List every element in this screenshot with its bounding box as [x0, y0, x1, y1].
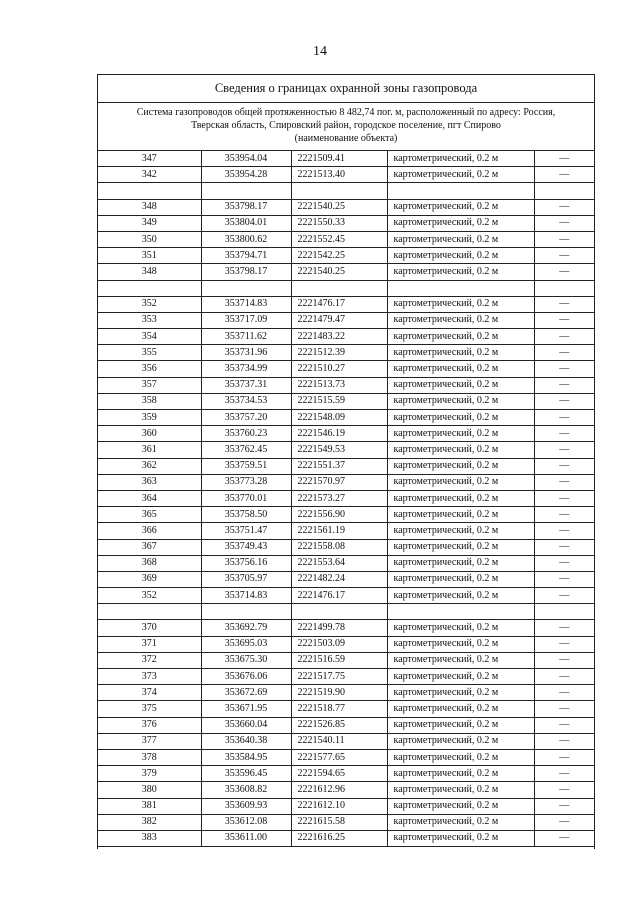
point-number-cell: 376 [98, 717, 201, 733]
x-coordinate-cell: 353757.20 [201, 410, 291, 426]
x-coordinate-cell: 353751.47 [201, 523, 291, 539]
table-title: Сведения о границах охранной зоны газопровода [98, 75, 594, 103]
point-number-cell: 358 [98, 393, 201, 409]
description-cell: — [534, 749, 594, 765]
table-row [98, 539, 594, 555]
x-coordinate-cell: 353714.83 [201, 296, 291, 312]
page-number: 14 [313, 44, 327, 59]
point-number-cell: 357 [98, 377, 201, 393]
y-coordinate-cell: 2221540.25 [291, 199, 387, 215]
description-cell: — [534, 814, 594, 830]
y-coordinate-cell: 2221503.09 [291, 636, 387, 652]
y-coordinate-cell: 2221612.96 [291, 782, 387, 798]
description-cell: — [534, 393, 594, 409]
description-cell: — [534, 523, 594, 539]
point-number-cell: 373 [98, 669, 201, 685]
point-number-cell: 351 [98, 248, 201, 264]
point-number-cell: 381 [98, 798, 201, 814]
x-coordinate-cell: 353760.23 [201, 426, 291, 442]
table-row [98, 749, 594, 765]
description-cell: — [534, 717, 594, 733]
y-coordinate-cell: 2221516.59 [291, 652, 387, 668]
x-coordinate-cell: 353794.71 [201, 248, 291, 264]
table-row [98, 442, 594, 458]
point-number-cell: 349 [98, 215, 201, 231]
y-coordinate-cell: 2221479.47 [291, 312, 387, 328]
y-coordinate-cell: 2221550.33 [291, 215, 387, 231]
table-row [98, 588, 594, 604]
y-coordinate-cell [291, 604, 387, 620]
table-row [98, 766, 594, 782]
point-number-cell: 355 [98, 345, 201, 361]
method-accuracy-cell: картометрический, 0.2 м [387, 636, 534, 652]
y-coordinate-cell: 2221594.65 [291, 766, 387, 782]
point-number-cell: 350 [98, 231, 201, 247]
description-cell: — [534, 410, 594, 426]
description-cell: — [534, 248, 594, 264]
point-number-cell: 365 [98, 507, 201, 523]
description-cell: — [534, 199, 594, 215]
description-cell: — [534, 507, 594, 523]
method-accuracy-cell: картометрический, 0.2 м [387, 345, 534, 361]
table-row [98, 264, 594, 280]
table-row [98, 312, 594, 328]
object-name-caption: (наименование объекта) [294, 133, 398, 144]
y-coordinate-cell: 2221549.53 [291, 442, 387, 458]
table-row [98, 733, 594, 749]
point-number-cell: 369 [98, 571, 201, 587]
table-row [98, 717, 594, 733]
method-accuracy-cell: картометрический, 0.2 м [387, 393, 534, 409]
y-coordinate-cell: 2221513.73 [291, 377, 387, 393]
method-accuracy-cell: картометрический, 0.2 м [387, 652, 534, 668]
x-coordinate-cell: 353705.97 [201, 571, 291, 587]
description-cell: — [534, 377, 594, 393]
point-number-cell: 367 [98, 539, 201, 555]
x-coordinate-cell: 353734.99 [201, 361, 291, 377]
table-row [98, 490, 594, 506]
x-coordinate-cell: 353695.03 [201, 636, 291, 652]
description-cell: — [534, 669, 594, 685]
x-coordinate-cell [201, 604, 291, 620]
description-cell: — [534, 231, 594, 247]
method-accuracy-cell: картометрический, 0.2 м [387, 523, 534, 539]
x-coordinate-cell: 353758.50 [201, 507, 291, 523]
description-cell: — [534, 571, 594, 587]
x-coordinate-cell: 353611.00 [201, 830, 291, 846]
description-cell: — [534, 782, 594, 798]
x-coordinate-cell: 353737.31 [201, 377, 291, 393]
x-coordinate-cell: 353770.01 [201, 490, 291, 506]
boundary-table-sheet [97, 74, 595, 849]
method-accuracy-cell: картометрический, 0.2 м [387, 361, 534, 377]
x-coordinate-cell: 353676.06 [201, 669, 291, 685]
y-coordinate-cell: 2221476.17 [291, 588, 387, 604]
x-coordinate-cell: 353596.45 [201, 766, 291, 782]
y-coordinate-cell: 2221616.25 [291, 830, 387, 846]
y-coordinate-cell: 2221561.19 [291, 523, 387, 539]
x-coordinate-cell: 353584.95 [201, 749, 291, 765]
point-number-cell: 356 [98, 361, 201, 377]
y-coordinate-cell: 2221512.39 [291, 345, 387, 361]
table-row [98, 555, 594, 571]
description-cell: — [534, 539, 594, 555]
y-coordinate-cell: 2221615.58 [291, 814, 387, 830]
y-coordinate-cell: 2221476.17 [291, 296, 387, 312]
point-number-cell: 382 [98, 814, 201, 830]
point-number-cell: 366 [98, 523, 201, 539]
method-accuracy-cell: картометрический, 0.2 м [387, 782, 534, 798]
table-row-blank [98, 183, 594, 199]
method-accuracy-cell [387, 604, 534, 620]
y-coordinate-cell: 2221526.85 [291, 717, 387, 733]
x-coordinate-cell: 353660.04 [201, 717, 291, 733]
method-accuracy-cell: картометрический, 0.2 м [387, 555, 534, 571]
table-row [98, 215, 594, 231]
point-number-cell: 379 [98, 766, 201, 782]
method-accuracy-cell: картометрический, 0.2 м [387, 410, 534, 426]
y-coordinate-cell: 2221482.24 [291, 571, 387, 587]
x-coordinate-cell: 353671.95 [201, 701, 291, 717]
x-coordinate-cell: 353734.53 [201, 393, 291, 409]
y-coordinate-cell: 2221518.77 [291, 701, 387, 717]
description-cell: — [534, 458, 594, 474]
point-number-cell: 359 [98, 410, 201, 426]
description-cell: — [534, 685, 594, 701]
method-accuracy-cell: картометрический, 0.2 м [387, 749, 534, 765]
point-number-cell: 374 [98, 685, 201, 701]
y-coordinate-cell: 2221546.19 [291, 426, 387, 442]
table-row [98, 701, 594, 717]
description-cell: — [534, 215, 594, 231]
y-coordinate-cell: 2221570.97 [291, 474, 387, 490]
point-number-cell: 348 [98, 264, 201, 280]
point-number-cell: 361 [98, 442, 201, 458]
method-accuracy-cell: картометрический, 0.2 м [387, 507, 534, 523]
description-cell: — [534, 798, 594, 814]
method-accuracy-cell: картометрический, 0.2 м [387, 296, 534, 312]
table-row [98, 377, 594, 393]
table-row [98, 685, 594, 701]
description-cell: — [534, 329, 594, 345]
point-number-cell: 375 [98, 701, 201, 717]
description-cell: — [534, 733, 594, 749]
table-row [98, 345, 594, 361]
x-coordinate-cell: 353759.51 [201, 458, 291, 474]
table-row-blank [98, 604, 594, 620]
y-coordinate-cell: 2221509.41 [291, 151, 387, 167]
table-row [98, 620, 594, 636]
method-accuracy-cell: картометрический, 0.2 м [387, 490, 534, 506]
method-accuracy-cell: картометрический, 0.2 м [387, 167, 534, 183]
method-accuracy-cell: картометрический, 0.2 м [387, 442, 534, 458]
point-number-cell: 352 [98, 296, 201, 312]
y-coordinate-cell: 2221553.64 [291, 555, 387, 571]
coordinates-table-body [98, 151, 594, 847]
description-cell: — [534, 490, 594, 506]
method-accuracy-cell: картометрический, 0.2 м [387, 571, 534, 587]
y-coordinate-cell: 2221551.37 [291, 458, 387, 474]
table-row [98, 151, 594, 167]
table-row [98, 814, 594, 830]
method-accuracy-cell: картометрический, 0.2 м [387, 474, 534, 490]
description-cell: — [534, 830, 594, 846]
table-row [98, 652, 594, 668]
table-row [98, 458, 594, 474]
object-description [98, 103, 594, 151]
x-coordinate-cell: 353640.38 [201, 733, 291, 749]
method-accuracy-cell: картометрический, 0.2 м [387, 215, 534, 231]
method-accuracy-cell: картометрический, 0.2 м [387, 717, 534, 733]
y-coordinate-cell: 2221556.90 [291, 507, 387, 523]
method-accuracy-cell: картометрический, 0.2 м [387, 458, 534, 474]
point-number-cell: 368 [98, 555, 201, 571]
x-coordinate-cell: 353609.93 [201, 798, 291, 814]
method-accuracy-cell [387, 183, 534, 199]
y-coordinate-cell: 2221483.22 [291, 329, 387, 345]
method-accuracy-cell [387, 280, 534, 296]
y-coordinate-cell: 2221573.27 [291, 490, 387, 506]
y-coordinate-cell: 2221510.27 [291, 361, 387, 377]
description-cell: — [534, 620, 594, 636]
method-accuracy-cell: картометрический, 0.2 м [387, 248, 534, 264]
table-row [98, 798, 594, 814]
description-cell [534, 183, 594, 199]
y-coordinate-cell: 2221540.11 [291, 733, 387, 749]
method-accuracy-cell: картометрический, 0.2 м [387, 377, 534, 393]
description-cell: — [534, 264, 594, 280]
point-number-cell [98, 604, 201, 620]
description-cell [534, 280, 594, 296]
method-accuracy-cell: картометрический, 0.2 м [387, 264, 534, 280]
x-coordinate-cell: 353749.43 [201, 539, 291, 555]
description-cell: — [534, 442, 594, 458]
description-cell: — [534, 652, 594, 668]
table-row [98, 393, 594, 409]
method-accuracy-cell: картометрический, 0.2 м [387, 231, 534, 247]
x-coordinate-cell: 353954.04 [201, 151, 291, 167]
description-cell: — [534, 701, 594, 717]
x-coordinate-cell [201, 280, 291, 296]
point-number-cell: 371 [98, 636, 201, 652]
x-coordinate-cell: 353954.28 [201, 167, 291, 183]
description-cell: — [534, 766, 594, 782]
y-coordinate-cell: 2221552.45 [291, 231, 387, 247]
method-accuracy-cell: картометрический, 0.2 м [387, 701, 534, 717]
description-cell: — [534, 361, 594, 377]
x-coordinate-cell: 353800.62 [201, 231, 291, 247]
y-coordinate-cell: 2221577.65 [291, 749, 387, 765]
table-row [98, 410, 594, 426]
coordinates-table [98, 151, 594, 847]
description-cell: — [534, 474, 594, 490]
description-cell: — [534, 588, 594, 604]
y-coordinate-cell [291, 280, 387, 296]
y-coordinate-cell: 2221513.40 [291, 167, 387, 183]
table-row [98, 571, 594, 587]
method-accuracy-cell: картометрический, 0.2 м [387, 588, 534, 604]
y-coordinate-cell: 2221519.90 [291, 685, 387, 701]
x-coordinate-cell: 353798.17 [201, 199, 291, 215]
description-cell: — [534, 555, 594, 571]
method-accuracy-cell: картометрический, 0.2 м [387, 426, 534, 442]
description-cell: — [534, 167, 594, 183]
point-number-cell: 354 [98, 329, 201, 345]
point-number-cell: 347 [98, 151, 201, 167]
table-row [98, 782, 594, 798]
x-coordinate-cell: 353675.30 [201, 652, 291, 668]
point-number-cell: 360 [98, 426, 201, 442]
table-row [98, 296, 594, 312]
method-accuracy-cell: картометрический, 0.2 м [387, 620, 534, 636]
object-description-line-1: Система газопроводов общей протяженностью 8 482,74 пог. м, расположенный по адресу: Россия, [136, 107, 556, 118]
method-accuracy-cell: картометрический, 0.2 м [387, 669, 534, 685]
y-coordinate-cell: 2221542.25 [291, 248, 387, 264]
table-row [98, 830, 594, 846]
table-row [98, 426, 594, 442]
x-coordinate-cell: 353612.08 [201, 814, 291, 830]
table-row [98, 167, 594, 183]
point-number-cell: 370 [98, 620, 201, 636]
x-coordinate-cell [201, 183, 291, 199]
y-coordinate-cell: 2221540.25 [291, 264, 387, 280]
table-row [98, 199, 594, 215]
point-number-cell: 377 [98, 733, 201, 749]
y-coordinate-cell: 2221548.09 [291, 410, 387, 426]
x-coordinate-cell: 353773.28 [201, 474, 291, 490]
method-accuracy-cell: картометрический, 0.2 м [387, 329, 534, 345]
y-coordinate-cell: 2221612.10 [291, 798, 387, 814]
table-row [98, 329, 594, 345]
point-number-cell: 352 [98, 588, 201, 604]
table-row [98, 361, 594, 377]
point-number-cell [98, 183, 201, 199]
table-row [98, 231, 594, 247]
point-number-cell: 380 [98, 782, 201, 798]
table-row [98, 474, 594, 490]
method-accuracy-cell: картометрический, 0.2 м [387, 798, 534, 814]
table-row [98, 636, 594, 652]
method-accuracy-cell: картометрический, 0.2 м [387, 312, 534, 328]
point-number-cell: 353 [98, 312, 201, 328]
method-accuracy-cell: картометрический, 0.2 м [387, 199, 534, 215]
point-number-cell: 383 [98, 830, 201, 846]
x-coordinate-cell: 353711.62 [201, 329, 291, 345]
x-coordinate-cell: 353731.96 [201, 345, 291, 361]
x-coordinate-cell: 353717.09 [201, 312, 291, 328]
y-coordinate-cell: 2221499.78 [291, 620, 387, 636]
description-cell: — [534, 636, 594, 652]
point-number-cell: 364 [98, 490, 201, 506]
y-coordinate-cell [291, 183, 387, 199]
point-number-cell: 348 [98, 199, 201, 215]
method-accuracy-cell: картометрический, 0.2 м [387, 814, 534, 830]
point-number-cell: 363 [98, 474, 201, 490]
description-cell: — [534, 151, 594, 167]
table-row-blank [98, 280, 594, 296]
table-row [98, 669, 594, 685]
object-description-line-2: Тверская область, Спировский район, городское поселение, пгт Спирово [191, 120, 501, 131]
x-coordinate-cell: 353804.01 [201, 215, 291, 231]
point-number-cell: 372 [98, 652, 201, 668]
x-coordinate-cell: 353692.79 [201, 620, 291, 636]
method-accuracy-cell: картометрический, 0.2 м [387, 733, 534, 749]
point-number-cell: 362 [98, 458, 201, 474]
description-cell: — [534, 312, 594, 328]
x-coordinate-cell: 353714.83 [201, 588, 291, 604]
method-accuracy-cell: картометрический, 0.2 м [387, 151, 534, 167]
y-coordinate-cell: 2221515.59 [291, 393, 387, 409]
point-number-cell: 378 [98, 749, 201, 765]
x-coordinate-cell: 353762.45 [201, 442, 291, 458]
table-row [98, 523, 594, 539]
description-cell: — [534, 345, 594, 361]
x-coordinate-cell: 353798.17 [201, 264, 291, 280]
description-cell: — [534, 426, 594, 442]
x-coordinate-cell: 353756.16 [201, 555, 291, 571]
method-accuracy-cell: картометрический, 0.2 м [387, 685, 534, 701]
y-coordinate-cell: 2221558.08 [291, 539, 387, 555]
table-row [98, 248, 594, 264]
y-coordinate-cell: 2221517.75 [291, 669, 387, 685]
method-accuracy-cell: картометрический, 0.2 м [387, 830, 534, 846]
table-row [98, 507, 594, 523]
description-cell [534, 604, 594, 620]
x-coordinate-cell: 353672.69 [201, 685, 291, 701]
point-number-cell: 342 [98, 167, 201, 183]
description-cell: — [534, 296, 594, 312]
point-number-cell [98, 280, 201, 296]
x-coordinate-cell: 353608.82 [201, 782, 291, 798]
method-accuracy-cell: картометрический, 0.2 м [387, 539, 534, 555]
method-accuracy-cell: картометрический, 0.2 м [387, 766, 534, 782]
